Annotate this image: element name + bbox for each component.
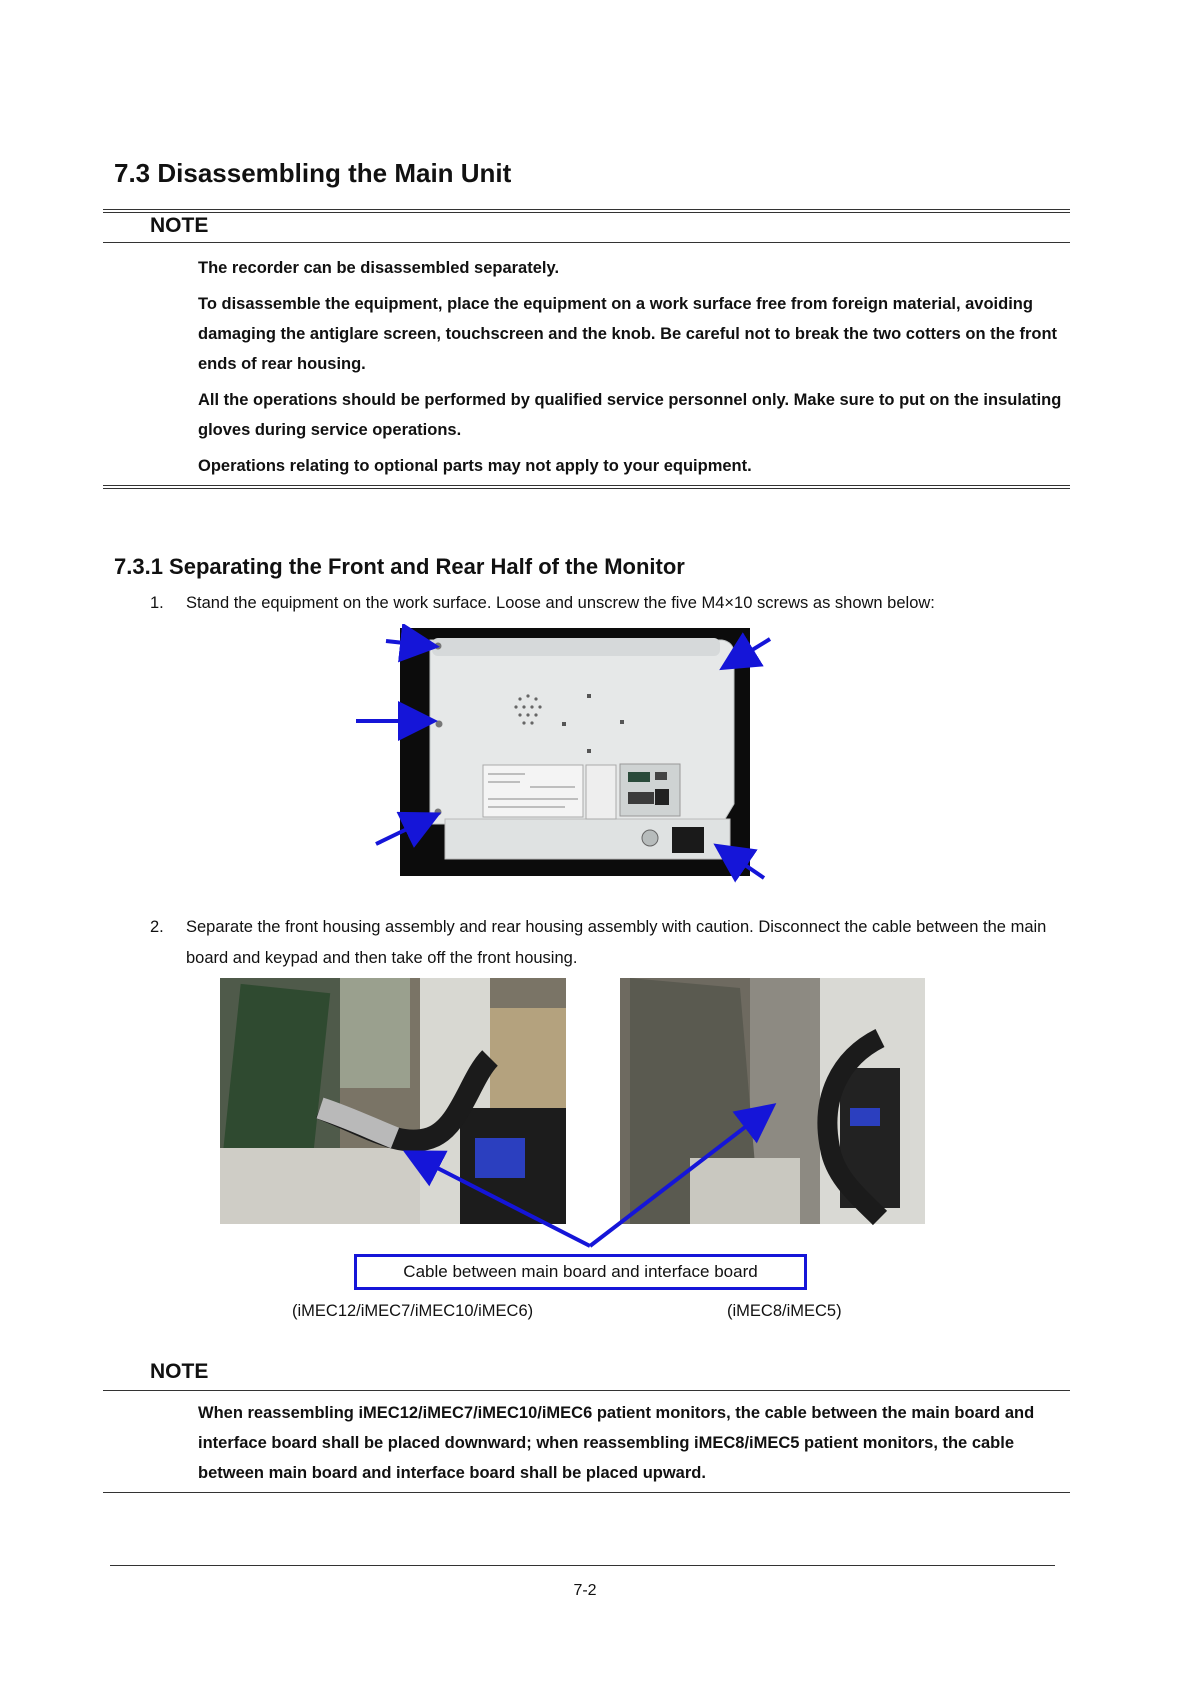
step-text: Separate the front housing assembly and rear housing assembly with caution. Disconnect the cable between the main board and keypad and then take off the front housing. — [186, 918, 1047, 967]
connector-panel — [620, 764, 680, 816]
step-number: 1. — [150, 594, 164, 612]
note-bottom-rule — [103, 1492, 1070, 1493]
note-top-rule — [103, 209, 1070, 213]
note-label: NOTE — [150, 1360, 209, 1383]
note-header-rule — [103, 1390, 1070, 1391]
left-photo — [220, 978, 566, 1224]
product-label — [483, 765, 583, 817]
vga-port — [628, 792, 654, 804]
housing-top-edge — [432, 638, 720, 656]
network-port — [628, 772, 650, 782]
note-item: When reassembling iMEC12/iMEC7/iMEC10/iMEC6 patient monitors, the cable between the main board and interface board shall be placed downward; when reassembling iMEC8/iMEC5 patient monitors, the cable between main board and interface board shall be placed upward. — [198, 1404, 1035, 1482]
footer-rule — [110, 1565, 1055, 1566]
aux-port — [655, 789, 669, 805]
rear-housing-figure — [350, 624, 800, 884]
step-text: Stand the equipment on the work surface. Loose and unscrew the five M4×10 screws as shown below: — [186, 594, 935, 612]
power-socket — [672, 827, 704, 853]
cable-figure — [220, 978, 925, 1276]
section-title: 7.3 Disassembling the Main Unit — [114, 158, 512, 188]
cable-callout: Cable between main board and interface board — [354, 1254, 807, 1290]
ground-terminal — [642, 830, 658, 846]
note-item: All the operations should be performed by qualified service personnel only. Make sure to put on the insulating gloves during service operations. — [198, 391, 1062, 439]
note-item: The recorder can be disassembled separately. — [198, 259, 560, 277]
note-label: NOTE — [150, 214, 209, 237]
note-bottom-rule — [103, 485, 1070, 489]
usb-port — [655, 772, 667, 780]
subsection-title: 7.3.1 Separating the Front and Rear Half of the Monitor — [114, 554, 685, 579]
step-number: 2. — [150, 918, 164, 936]
info-label — [586, 765, 616, 819]
left-photo-caption: (iMEC12/iMEC7/iMEC10/iMEC6) — [292, 1302, 534, 1320]
note-item: To disassemble the equipment, place the equipment on a work surface free from foreign material, avoiding damaging the antiglare screen, touchscreen and the knob. Be careful not to break the two cotters on the front ends of rear housing. — [198, 295, 1058, 373]
note-item: Operations relating to optional parts may not apply to your equipment. — [198, 457, 752, 475]
note-header-rule — [103, 242, 1070, 243]
right-photo-caption: (iMEC8/iMEC5) — [727, 1302, 842, 1320]
page-number: 7-2 — [573, 1582, 597, 1599]
